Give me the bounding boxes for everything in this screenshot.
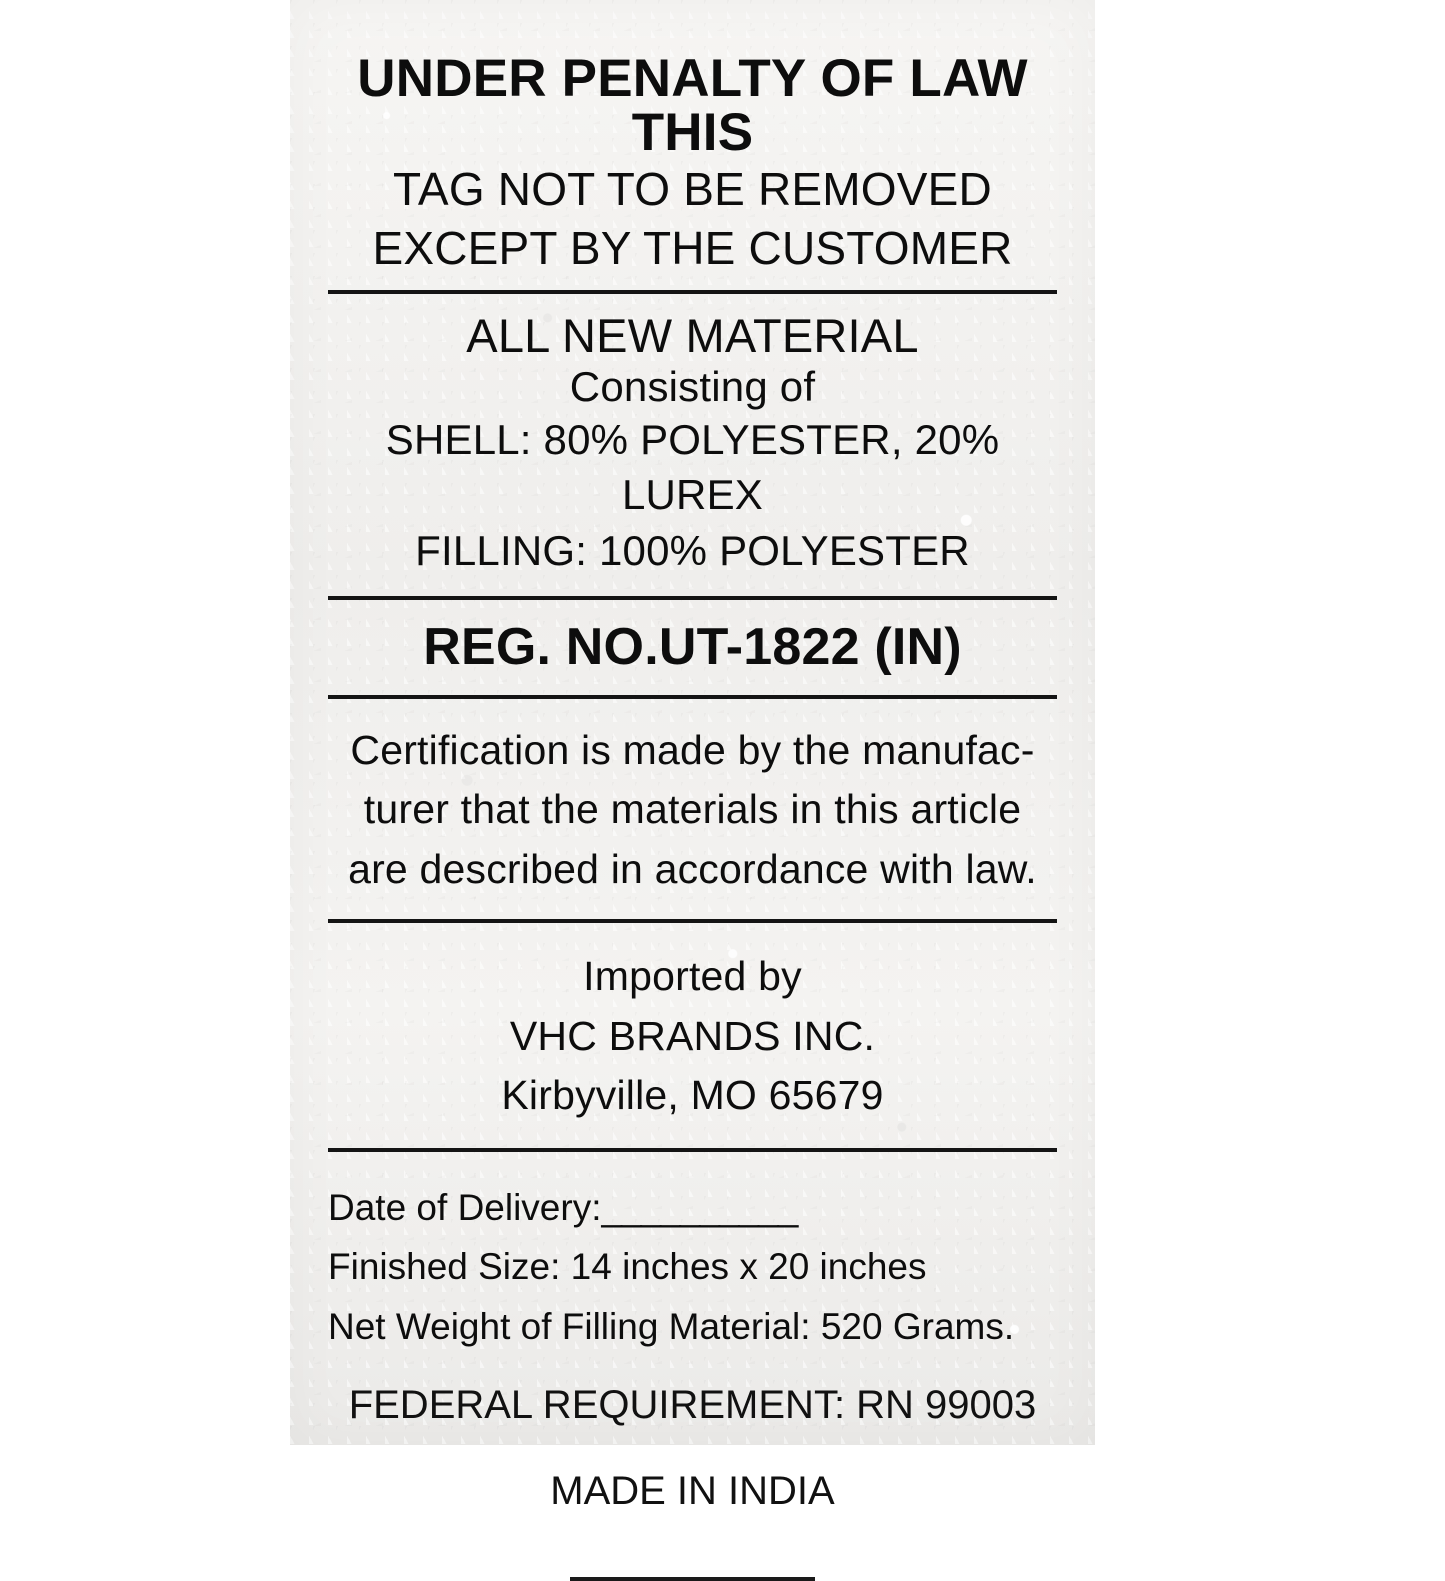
penalty-line-2: TAG NOT TO BE REMOVED: [393, 163, 992, 216]
certification-block: [328, 699, 1057, 899]
net-weight: Net Weight of Filling Material: 520 Grams.: [328, 1306, 1015, 1348]
date-of-delivery-blank: __________: [601, 1186, 798, 1228]
importer-address: Kirbyville, MO 65679: [501, 1072, 884, 1119]
material-consisting-label: Consisting of: [569, 363, 816, 411]
certification-line-2: turer that the materials in this article: [363, 786, 1022, 833]
certification-line-1: Certification is made by the manufac-: [350, 726, 1035, 773]
details-block: [328, 1152, 1057, 1524]
certification-line-3: are described in accordance with law.: [348, 845, 1037, 892]
material-shell: SHELL: 80% POLYESTER, 20% LUREX: [385, 416, 1000, 519]
penalty-notice-block: [328, 0, 1057, 278]
divider-bottom: [570, 1577, 815, 1581]
date-of-delivery-label: Date of Delivery:: [328, 1186, 602, 1228]
penalty-line-3: EXCEPT BY THE CUSTOMER: [372, 221, 1013, 274]
law-label-tag: [290, 0, 1095, 1514]
federal-requirement: FEDERAL REQUIREMENT: RN 99003: [348, 1383, 1037, 1428]
material-block: [328, 294, 1057, 578]
importer-label: Imported by: [583, 953, 802, 1000]
tag-content: [328, 0, 1057, 1514]
registration-block: [328, 600, 1057, 695]
material-filling: FILLING: 100% POLYESTER: [415, 526, 970, 574]
made-in-country: MADE IN INDIA: [550, 1469, 835, 1514]
bottom-rule-wrap: [328, 1523, 1057, 1581]
material-title: ALL NEW MATERIAL: [466, 308, 919, 362]
importer-company: VHC BRANDS INC.: [509, 1012, 876, 1059]
finished-size: Finished Size: 14 inches x 20 inches: [328, 1246, 927, 1288]
penalty-heading: UNDER PENALTY OF LAW THIS: [357, 49, 1028, 163]
date-of-delivery-row: [328, 1178, 1057, 1238]
importer-block: [328, 923, 1057, 1125]
registration-number: REG. NO.UT-1822 (IN): [423, 618, 962, 677]
